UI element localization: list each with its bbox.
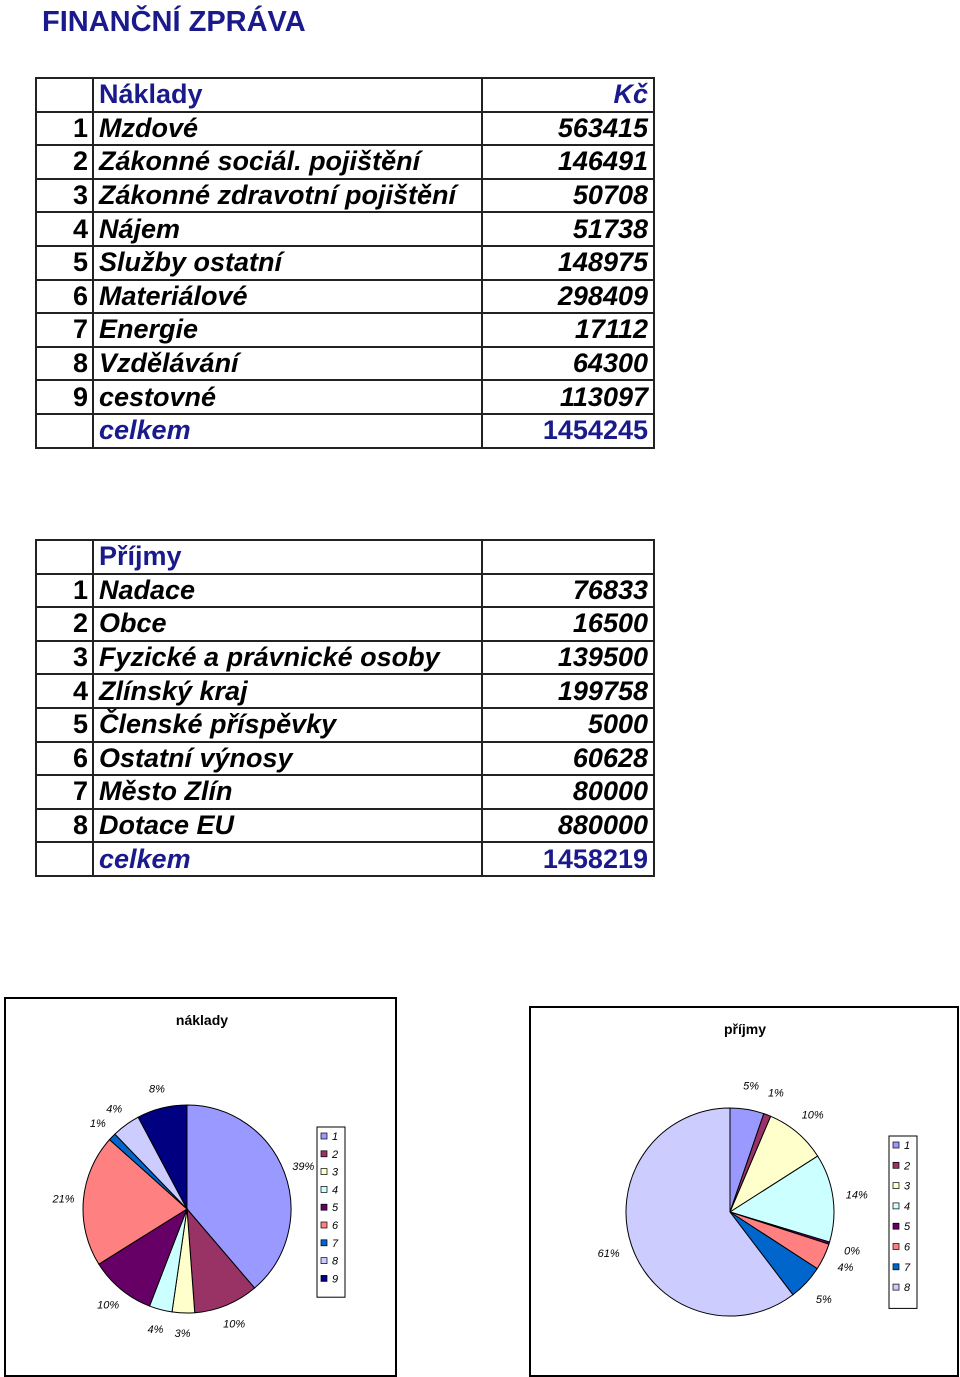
slice-label: 39% (292, 1161, 315, 1174)
legend-label: 9 (332, 1273, 339, 1286)
total-label: celkem (93, 842, 482, 876)
table-row (36, 809, 654, 843)
legend-swatch (321, 1186, 327, 1192)
legend-label: 4 (904, 1200, 911, 1213)
legend-label: 3 (904, 1180, 911, 1193)
legend-swatch (321, 1151, 327, 1157)
legend-swatch (321, 1169, 327, 1175)
legend-swatch (893, 1162, 899, 1168)
legend-label: 6 (332, 1220, 339, 1232)
row-number: 2 (36, 607, 93, 641)
table-row (36, 674, 654, 708)
table-row (36, 380, 654, 414)
row-name: Zákonné zdravotní pojištění (93, 179, 482, 213)
slice-label: 1% (89, 1117, 106, 1130)
total-row (36, 414, 654, 448)
slice-label: 4% (147, 1323, 164, 1336)
row-number: 7 (36, 775, 93, 809)
row-name: Nadace (93, 574, 482, 608)
row-number: 4 (36, 674, 93, 708)
page-title: FINANČNÍ ZPRÁVA (42, 6, 306, 38)
chart-title: náklady (175, 1012, 229, 1028)
slice-label: 3% (174, 1327, 191, 1340)
header-unit: Kč (482, 78, 654, 112)
row-name: Energie (93, 313, 482, 347)
legend-swatch (321, 1258, 327, 1264)
table-row (36, 775, 654, 809)
slice-label: 5% (815, 1294, 832, 1307)
table-row (36, 280, 654, 314)
row-number: 3 (36, 179, 93, 213)
slice-label: 14% (845, 1189, 868, 1202)
income-pie-chart (529, 1006, 959, 1377)
row-number (36, 414, 93, 448)
slice-label: 10% (97, 1299, 120, 1312)
table-header-row (36, 540, 654, 574)
row-name: Služby ostatní (93, 246, 482, 280)
legend-label: 7 (332, 1237, 339, 1250)
costs-pie-svg (6, 999, 395, 1375)
row-number: 6 (36, 280, 93, 314)
header-label: Příjmy (93, 540, 482, 574)
income-pie-svg (531, 1008, 957, 1375)
slice-label: 4% (106, 1103, 123, 1116)
row-value: 113097 (482, 380, 654, 414)
row-number: 1 (36, 112, 93, 146)
costs-pie-chart (4, 997, 397, 1377)
costs-table (35, 77, 655, 449)
row-number: 3 (36, 641, 93, 675)
row-number: 8 (36, 347, 93, 381)
row-value: 64300 (482, 347, 654, 381)
slice-label: 10% (801, 1109, 824, 1122)
slice-label: 4% (837, 1262, 854, 1275)
table-row (36, 641, 654, 675)
row-name: Členské příspěvky (93, 708, 482, 742)
table-row (36, 708, 654, 742)
table-row (36, 246, 654, 280)
legend-swatch (321, 1204, 327, 1210)
row-number: 7 (36, 313, 93, 347)
row-value: 563415 (482, 112, 654, 146)
row-value: 60628 (482, 742, 654, 776)
row-value: 51738 (482, 212, 654, 246)
legend-label: 8 (332, 1255, 339, 1268)
legend-label: 8 (904, 1282, 911, 1295)
row-value: 880000 (482, 809, 654, 843)
legend-label: 1 (904, 1140, 911, 1152)
income-table (35, 539, 655, 877)
legend-label: 5 (332, 1202, 339, 1215)
row-value: 16500 (482, 607, 654, 641)
table-row (36, 112, 654, 146)
slice-label: 21% (52, 1193, 75, 1206)
chart-title: příjmy (723, 1021, 767, 1037)
legend-box (889, 1136, 917, 1308)
row-name: Vzdělávání (93, 347, 482, 381)
table-row (36, 212, 654, 246)
row-name: Ostatní výnosy (93, 742, 482, 776)
total-row (36, 842, 654, 876)
row-value: 5000 (482, 708, 654, 742)
row-name: Materiálové (93, 280, 482, 314)
header-label: Náklady (93, 78, 482, 112)
legend-label: 3 (332, 1166, 339, 1179)
total-value: 1458219 (482, 842, 654, 876)
row-name: Mzdové (93, 112, 482, 146)
row-name: Dotace EU (93, 809, 482, 843)
slice-label: 5% (743, 1080, 760, 1093)
legend-swatch (321, 1240, 327, 1246)
legend-swatch (893, 1244, 899, 1250)
table-row (36, 179, 654, 213)
legend-label: 7 (904, 1261, 911, 1274)
table-row (36, 347, 654, 381)
total-label: celkem (93, 414, 482, 448)
table-row (36, 742, 654, 776)
row-name: cestovné (93, 380, 482, 414)
row-number (36, 842, 93, 876)
row-number: 2 (36, 145, 93, 179)
table-row (36, 574, 654, 608)
legend-swatch (893, 1223, 899, 1229)
row-value: 139500 (482, 641, 654, 675)
row-name: Fyzické a právnické osoby (93, 641, 482, 675)
row-name: Obce (93, 607, 482, 641)
slice-label: 1% (767, 1087, 784, 1100)
legend-swatch (893, 1264, 899, 1270)
legend-swatch (893, 1284, 899, 1290)
table-row (36, 313, 654, 347)
row-value: 50708 (482, 179, 654, 213)
table-row (36, 607, 654, 641)
legend-label: 5 (904, 1221, 911, 1234)
legend-swatch (321, 1275, 327, 1281)
table-row (36, 145, 654, 179)
slice-label: 61% (597, 1247, 620, 1260)
row-name: Zlínský kraj (93, 674, 482, 708)
table-header-row (36, 78, 654, 112)
legend-swatch (893, 1203, 899, 1209)
row-number: 6 (36, 742, 93, 776)
total-value: 1454245 (482, 414, 654, 448)
row-name: Zákonné sociál. pojištění (93, 145, 482, 179)
slice-label: 8% (149, 1083, 165, 1096)
row-value: 146491 (482, 145, 654, 179)
legend-label: 6 (904, 1241, 911, 1254)
legend-label: 2 (904, 1160, 911, 1173)
legend-label: 1 (332, 1131, 339, 1143)
row-name: Město Zlín (93, 775, 482, 809)
row-number: 1 (36, 574, 93, 608)
row-name: Nájem (93, 212, 482, 246)
legend-label: 4 (332, 1184, 339, 1197)
legend-swatch (893, 1142, 899, 1148)
row-number (36, 78, 93, 112)
row-value: 199758 (482, 674, 654, 708)
row-value: 17112 (482, 313, 654, 347)
row-number: 5 (36, 246, 93, 280)
row-value: 298409 (482, 280, 654, 314)
legend-swatch (321, 1222, 327, 1228)
row-value: 80000 (482, 775, 654, 809)
slice-label: 0% (844, 1245, 861, 1258)
row-value: 148975 (482, 246, 654, 280)
legend-label: 2 (332, 1148, 339, 1161)
row-number: 5 (36, 708, 93, 742)
row-number: 9 (36, 380, 93, 414)
row-number (36, 540, 93, 574)
row-value: 76833 (482, 574, 654, 608)
slice-label: 10% (223, 1318, 246, 1331)
header-unit (482, 540, 654, 574)
row-number: 8 (36, 809, 93, 843)
legend-swatch (893, 1183, 899, 1189)
row-number: 4 (36, 212, 93, 246)
legend-swatch (321, 1133, 327, 1139)
